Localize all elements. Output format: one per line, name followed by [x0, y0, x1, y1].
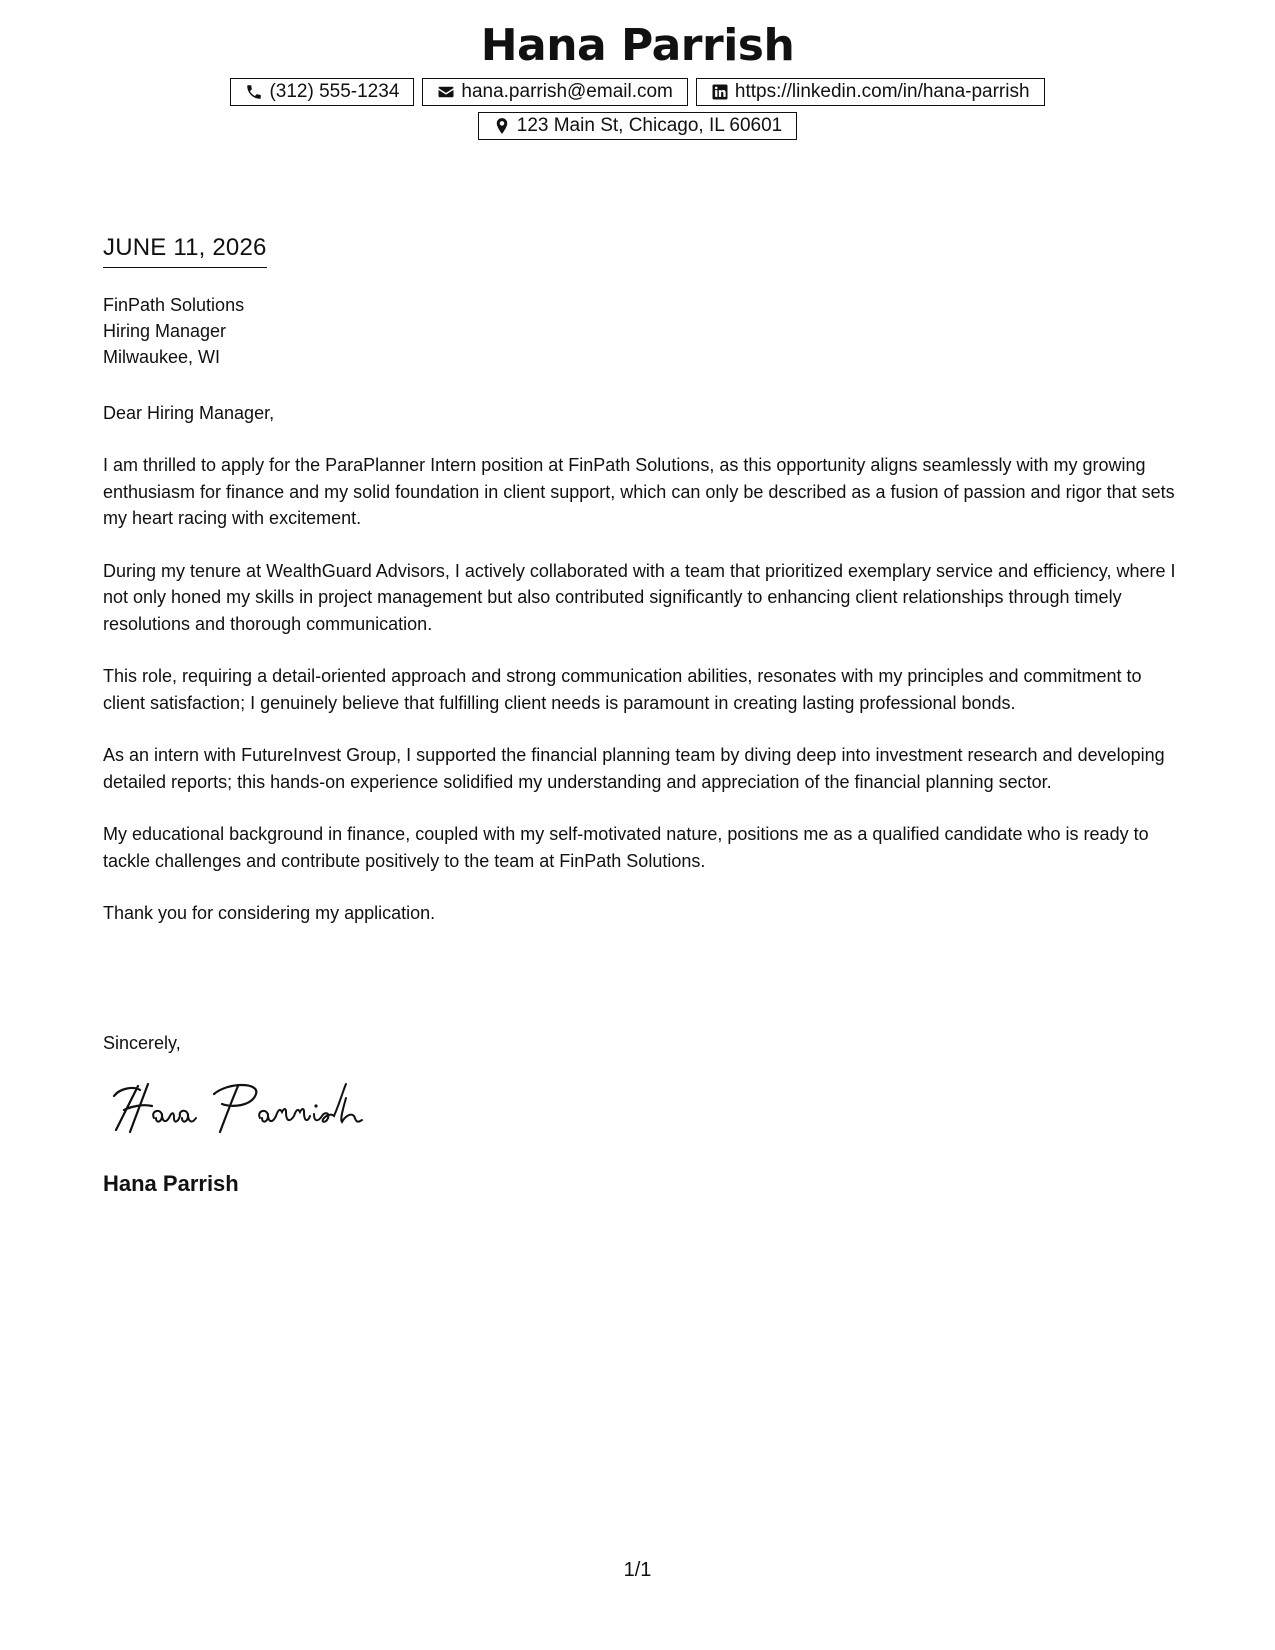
handwritten-signature: [110, 1078, 370, 1138]
body-paragraph: As an intern with FutureInvest Group, I supported the financial planning team by diving deep into investment research and developing detailed reports; this hands-on experience solidified my understanding and appreciation of the financial planning sector.: [103, 745, 1165, 792]
map-marker-icon: [493, 117, 511, 135]
body-paragraph: During my tenure at WealthGuard Advisors, I actively collaborated with a team that prioritized exemplary service and efficiency, where I not only honed my skills in project management but also contributed significantly to enhancing client relationships through timely resolutions and thorough communication.: [103, 560, 1176, 634]
recipient-location: Milwaukee, WI: [103, 347, 221, 367]
letterhead: [0, 18, 1275, 140]
envelope-icon: [437, 83, 455, 101]
address-text: 123 Main St, Chicago, IL 60601: [516, 115, 783, 136]
linkedin-icon: [711, 83, 729, 101]
contact-phone: [230, 78, 414, 106]
contact-row-primary: [0, 78, 1275, 106]
closing: Sincerely,: [103, 1033, 181, 1053]
letter-body: [103, 452, 1183, 953]
email-text: hana.parrish@email.com: [461, 81, 673, 102]
phone-icon: [245, 83, 263, 101]
letter-date: JUNE 11, 2026: [103, 233, 267, 268]
contact-linkedin[interactable]: [696, 78, 1045, 106]
contact-address: [478, 112, 797, 140]
body-paragraph: This role, requiring a detail-oriented approach and strong communication abilities, resonates with my principles and commitment to client satisfaction; I genuinely believe that fulfilling client needs is paramount in creating lasting professional bonds.: [103, 666, 1142, 713]
applicant-name: Hana Parrish: [480, 20, 795, 71]
body-paragraph: My educational background in finance, coupled with my self-motivated nature, positions me as a qualified candidate who is ready to tackle challenges and contribute positively to the team at FinPath Solutions.: [103, 824, 1149, 871]
recipient-block: [103, 292, 244, 370]
body-paragraph: Thank you for considering my application.: [103, 903, 436, 923]
page-number: 1/1: [623, 1559, 652, 1581]
recipient-company: FinPath Solutions: [103, 295, 245, 315]
contact-row-secondary: [0, 112, 1275, 140]
signed-name: Hana Parrish: [103, 1171, 239, 1196]
phone-text: (312) 555-1234: [269, 81, 400, 102]
linkedin-text: https://linkedin.com/in/hana-parrish: [734, 81, 1030, 102]
recipient-title: Hiring Manager: [103, 321, 227, 341]
contact-email[interactable]: [422, 78, 688, 106]
salutation: Dear Hiring Manager,: [103, 403, 275, 423]
body-paragraph: I am thrilled to apply for the ParaPlanner Intern position at FinPath Solutions, as this opportunity aligns seamlessly with my growing enthusiasm for finance and my solid foundation in client support, which can only be described as a fusion of passion and rigor that sets my heart racing with excitement.: [103, 455, 1175, 528]
